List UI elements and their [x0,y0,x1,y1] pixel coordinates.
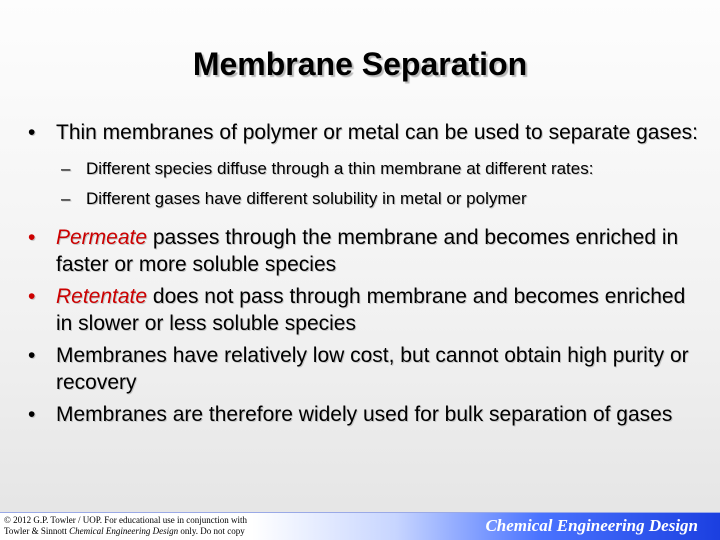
bullet-text: does not pass through membrane and becomes enriched in slower or less soluble species [56,285,686,335]
bullet-text: Thin membranes of polymer or metal can be used to separate gases: [56,121,698,144]
copyright-notice [4,515,247,537]
slide-title: Membrane Separation [192,46,528,82]
bullet-item [28,401,698,428]
bullet-glyph: • [28,121,36,144]
slide-footer [0,512,720,540]
bullet-text: passes through the membrane and becomes enriched in faster or more soluble species [56,226,679,276]
bullet-item [28,224,698,278]
bullet-text: Membranes are therefore widely used for bulk separation of gases [56,403,673,426]
dash-glyph: – [61,159,71,178]
copyright-authors: Towler & Sinnott [4,526,70,536]
copyright-restriction: only. Do not copy [178,526,245,536]
copyright-line-1: © 2012 G.P. Towler / UOP. For educational use in conjunction with [4,515,248,525]
copyright-line-2 [4,526,247,537]
sub-bullet-item [28,188,698,210]
sub-bullet-item [28,158,698,180]
bullet-item [28,342,698,396]
book-brand: Chemical Engineering Design [485,516,698,535]
bullet-glyph: • [28,226,36,249]
slide-content [28,119,698,433]
copyright-book-title: Chemical Engineering Design [69,526,179,536]
dash-glyph: – [61,189,71,208]
term-permeate: Permeate [56,226,148,249]
sub-bullet-list [28,158,698,210]
sub-bullet-text: Different gases have different solubility in metal or polymer [86,189,527,208]
bullet-glyph: • [28,344,36,367]
term-retentate: Retentate [56,285,148,308]
bullet-glyph: • [28,403,36,426]
bullet-item [28,119,698,146]
bullet-text: Membranes have relatively low cost, but cannot obtain high purity or recovery [56,344,689,394]
bullet-item [28,283,698,337]
bullet-glyph: • [28,285,36,308]
sub-bullet-text: Different species diffuse through a thin membrane at different rates: [86,159,594,178]
